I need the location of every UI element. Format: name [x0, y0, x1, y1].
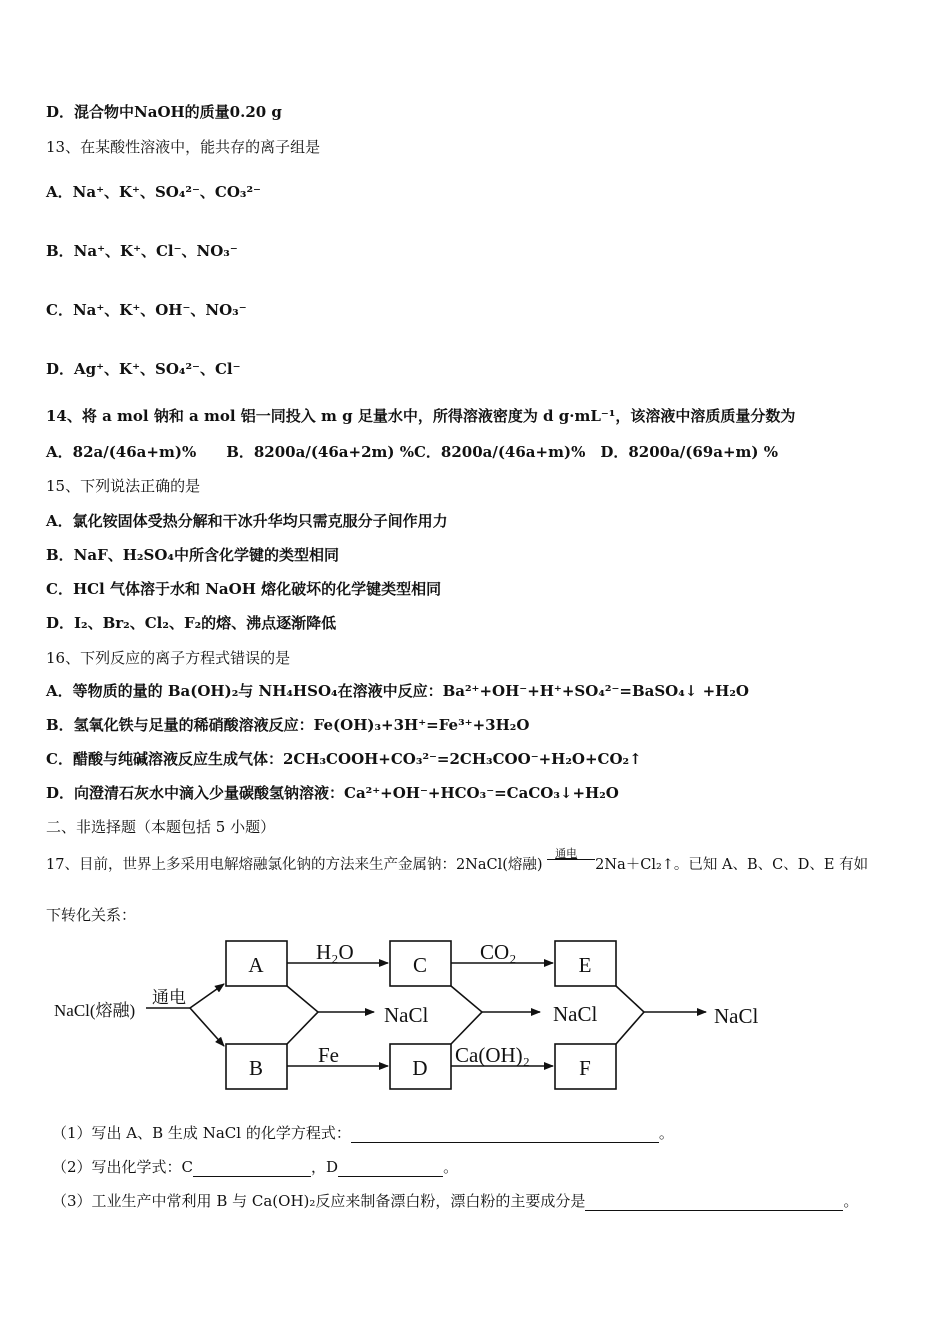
- merge-CD: [451, 986, 482, 1044]
- q17-part3-end: 。: [843, 1192, 859, 1210]
- q17-part2-mid: ，D: [311, 1158, 339, 1176]
- q16-option-c: C．醋酸与纯碱溶液反应生成气体：2CH₃COOH+CO₃²⁻=2CH₃COO⁻+H₂O+CO₂↑: [46, 750, 642, 768]
- q15-option-d: D．I₂、Br₂、Cl₂、F₂的熔、沸点逐渐降低: [46, 614, 337, 632]
- q17-part3: [52, 1191, 858, 1211]
- label-nacl2: NaCl: [553, 1002, 598, 1026]
- q16-option-a: A．等物质的量的 Ba(OH)₂与 NH₄HSO₄在溶液中反应：Ba²⁺+OH⁻+H⁺+SO₄²⁻=BaSO₄↓ +H₂O: [46, 682, 749, 700]
- condition-line: [547, 859, 595, 860]
- answer-blank-D[interactable]: [338, 1160, 443, 1177]
- q12-d-text: D．混合物中NaOH的质量0.20 g: [46, 103, 282, 121]
- label-F: F: [579, 1056, 591, 1080]
- label-nacl1: NaCl: [384, 1003, 429, 1027]
- q17-stem-cont: 下转化关系：: [46, 906, 137, 924]
- q15-stem: 15、下列说法正确的是: [46, 477, 201, 495]
- conversion-diagram: [0, 930, 950, 1095]
- q15-option-c: C．HCl 气体溶于水和 NaOH 熔化破坏的化学键类型相同: [46, 580, 442, 598]
- q17-stem: [46, 847, 869, 875]
- answer-blank-C[interactable]: [193, 1160, 311, 1177]
- merge-EF: [616, 986, 644, 1044]
- q17-part2-end: 。: [443, 1158, 459, 1176]
- q12-option-d: [46, 102, 282, 122]
- label-C: C: [412, 953, 428, 977]
- answer-blank-1[interactable]: [351, 1126, 659, 1143]
- label-caoh2: Ca(OH)₂: [455, 1043, 530, 1067]
- q15-option-a: A．氯化铵固体受热分解和干冰升华均只需克服分子间作用力: [46, 512, 448, 530]
- arrow-to-A: [190, 984, 224, 1008]
- q16-option-d: D．向澄清石灰水中滴入少量碳酸氢钠溶液：Ca²⁺+OH⁻+HCO₃⁻=CaCO₃↓+H₂O: [46, 784, 619, 802]
- q17-stem-post: 2Na＋Cl₂↑。已知 A、B、C、D、E 有如: [595, 857, 869, 873]
- q17-part2: [52, 1157, 458, 1177]
- answer-blank-3[interactable]: [585, 1194, 843, 1211]
- label-h2o: H₂O: [316, 940, 354, 964]
- reaction-condition: [547, 847, 595, 872]
- q13-option-d: D．Ag⁺、K⁺、SO₄²⁻、Cl⁻: [46, 360, 241, 378]
- label-A: A: [248, 953, 264, 977]
- q17-stem-pre: 17、目前，世界上多采用电解熔融氯化钠的方法来生产金属钠：2NaCl(熔融): [46, 857, 543, 873]
- q17-part3-text: （3）工业生产中常利用 B 与 Ca(OH)₂反应来制备漂白粉，漂白粉的主要成分是: [52, 1192, 586, 1210]
- arrow-to-B: [190, 1008, 224, 1046]
- q17-part1-text: （1）写出 A、B 生成 NaCl 的化学方程式：: [52, 1124, 351, 1142]
- q13-option-a: A．Na⁺、K⁺、SO₄²⁻、CO₃²⁻: [46, 183, 261, 201]
- q16-option-b: B．氢氧化铁与足量的稀硝酸溶液反应：Fe(OH)₃+3H⁺=Fe³⁺+3H₂O: [46, 716, 530, 734]
- q17-part1-end: 。: [658, 1124, 674, 1142]
- q17-part2-pre: （2）写出化学式：C: [52, 1158, 194, 1176]
- q15-option-b: B．NaF、H₂SO₄中所含化学键的类型相同: [46, 546, 339, 564]
- q13-option-b: B．Na⁺、K⁺、Cl⁻、NO₃⁻: [46, 242, 238, 260]
- q14-options: A．82a/(46a+m)% B．8200a/(46a+2m) %C．8200a/(46a+m)% D．8200a/(69a+m) %: [46, 443, 778, 461]
- q14-stem: 14、将 a mol 钠和 a mol 铝一同投入 m g 足量水中，所得溶液密度为 d g·mL⁻¹，该溶液中溶质质量分数为: [46, 407, 796, 425]
- label-D: D: [412, 1056, 428, 1080]
- q13-stem: 13、在某酸性溶液中，能共存的离子组是: [46, 138, 321, 156]
- merge-AB: [287, 986, 318, 1044]
- q13-option-c: C．Na⁺、K⁺、OH⁻、NO₃⁻: [46, 301, 247, 319]
- label-fe: Fe: [318, 1043, 339, 1067]
- label-nacl3: NaCl: [714, 1004, 759, 1028]
- q16-stem: 16、下列反应的离子方程式错误的是: [46, 649, 291, 667]
- q17-part1: [52, 1123, 674, 1143]
- label-start: NaCl(熔融): [54, 1001, 136, 1020]
- condition-label: 通电: [555, 847, 578, 860]
- label-B: B: [248, 1056, 264, 1080]
- label-start-arrow: 通电: [152, 988, 186, 1007]
- label-co2: CO₂: [480, 940, 517, 964]
- section-heading: 二、非选择题（本题包括 5 小题）: [46, 818, 276, 836]
- label-E: E: [578, 953, 592, 977]
